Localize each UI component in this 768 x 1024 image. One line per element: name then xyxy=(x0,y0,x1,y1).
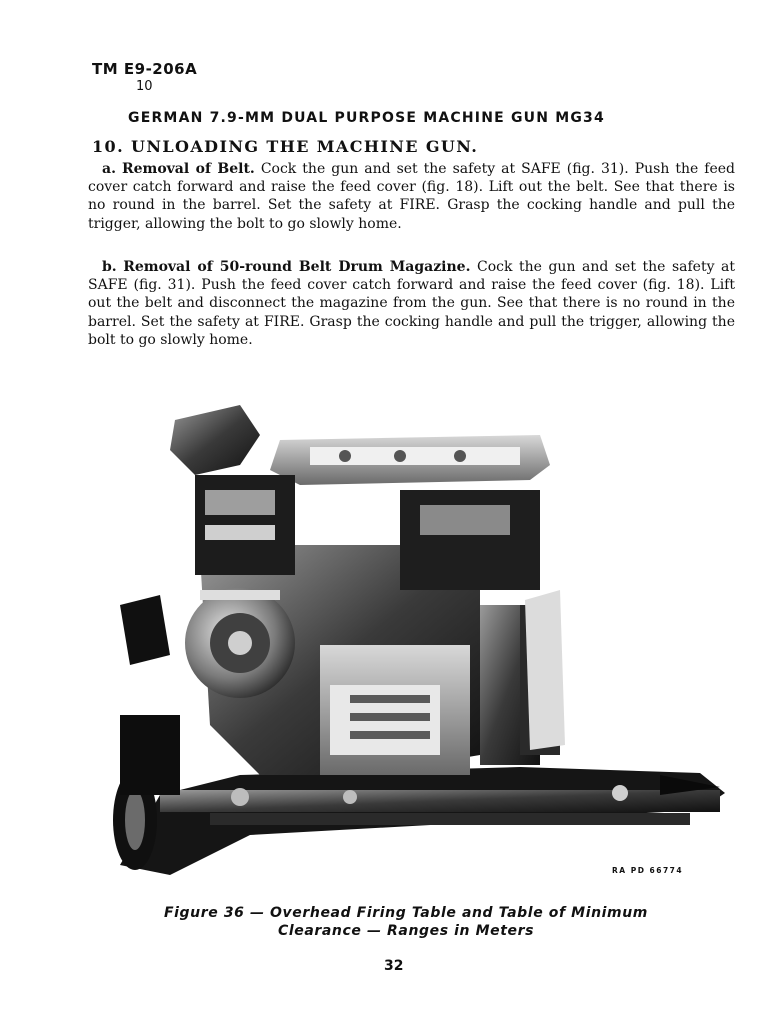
page-number: 32 xyxy=(384,958,404,974)
section-heading: 10. UNLOADING THE MACHINE GUN. xyxy=(92,137,479,156)
subsection-a xyxy=(88,160,735,233)
subsection-a-text: Cock the gun and set the safety at SAFE (fig. 31). Push the feed cover catch forward and raise the feed cover (fig. 18). Lift out the belt. See that there is no round in the barrel. Set the safety at FIRE. Grasp the cocking handle and pull the trigger, allowing the bolt to go slowly home. xyxy=(88,161,736,232)
subsection-a-label: a. xyxy=(102,161,116,177)
caption-line-2: Clearance — Ranges in Meters xyxy=(277,923,535,939)
subsection-b-text: Cock the gun and set the safety at SAFE (fig. 31). Push the feed cover catch forward and raise the feed cover (fig. 18). Lift out the belt and disconnect the magazine from the gun. See that there is no round in the barrel. Set the safety at FIRE. Grasp the cocking handle and pull the trigger, allowing the bolt to go slowly home. xyxy=(88,259,736,348)
caption-line-1: Figure 36 — Overhead Firing Table and Table of Minimum xyxy=(164,905,648,921)
photo-code: RA PD 66774 xyxy=(612,866,684,875)
running-title: GERMAN 7.9-MM DUAL PURPOSE MACHINE GUN MG34 xyxy=(128,110,605,126)
paragraph-number: 10 xyxy=(136,79,153,94)
subsection-b-label: b. xyxy=(102,259,117,275)
machine-gun-photo xyxy=(100,395,732,895)
subsection-a-title: Removal of Belt. xyxy=(121,161,255,177)
subsection-b xyxy=(88,258,735,349)
manual-id: TM E9-206A xyxy=(92,60,198,78)
figure-caption xyxy=(90,904,722,940)
subsection-b-title: Removal of 50-round Belt Drum Magazine. xyxy=(123,259,471,275)
